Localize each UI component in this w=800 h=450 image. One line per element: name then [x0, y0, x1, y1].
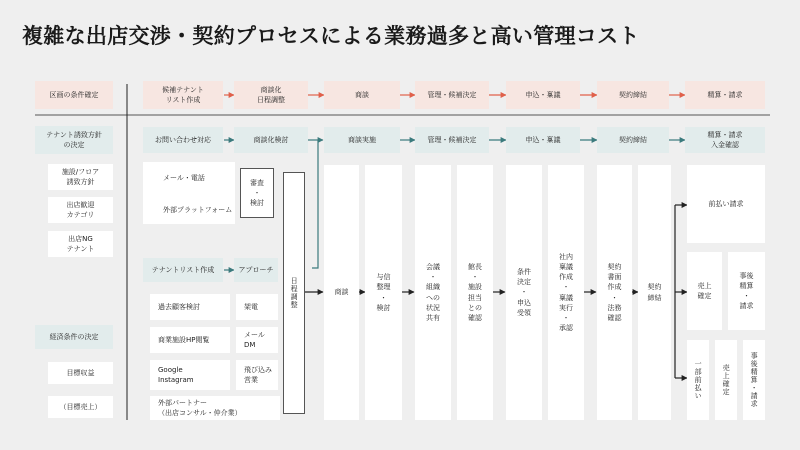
top-step-5: 申込・稟議	[506, 81, 580, 109]
settle-v-confirm: 売上確定	[715, 340, 737, 420]
col-credit: 与信 整理 ・ 検討	[365, 165, 402, 420]
channel-facility-hp: 商業施設HP閲覧	[150, 327, 230, 353]
approach-box: アプローチ	[234, 258, 278, 282]
stage-header-7: 精算・請求 入金確認	[685, 127, 765, 153]
econ-condition-box: 経済条件の決定	[35, 325, 113, 349]
col-meeting: 商談	[324, 165, 359, 420]
tenant-policy-box: テナント誘致方針 の決定	[35, 126, 113, 154]
method-mail-dm: メール DM	[236, 327, 278, 353]
top-step-7: 精算・請求	[685, 81, 765, 109]
col-approval: 社内 稟議 作成 ・ 稟議 実行 ・ 承認	[548, 165, 584, 420]
top-step-3: 商談	[324, 81, 400, 109]
tenant-item-3: 出店NG テナント	[48, 231, 113, 257]
col-share: 会議 ・ 組織 への 状況 共有	[415, 165, 451, 420]
inquiry-platform: 外部プラットフォーム	[155, 200, 235, 220]
settle-confirm: 売上 確定	[687, 252, 722, 330]
col-contract-sign: 契約 締結	[638, 165, 671, 420]
stage-header-6: 契約締結	[597, 127, 669, 153]
tenant-list-box: テナントリスト作成	[143, 258, 223, 282]
stage-header-2: 商談化検討	[234, 127, 308, 153]
zone-condition-box: 区画の条件確定	[35, 81, 113, 109]
stage-header-5: 申込・稟議	[506, 127, 580, 153]
stage-header-4: 管理・候補決定	[415, 127, 489, 153]
review-box: 審査 ・ 検討	[240, 168, 274, 218]
method-walkin: 飛び込み 営業	[236, 360, 278, 390]
channel-google-instagram: Google Instagram	[150, 360, 230, 390]
top-step-4: 管理・候補決定	[415, 81, 489, 109]
settle-post: 事後 精算 ・ 請求	[728, 252, 765, 330]
stage-header-3: 商談実施	[324, 127, 400, 153]
econ-item-2: （目標売上）	[48, 396, 113, 418]
econ-item-1: 目標収益	[48, 362, 113, 384]
tenant-item-2: 出店歓迎 カテゴリ	[48, 197, 113, 223]
top-step-2: 商談化 日程調整	[234, 81, 308, 109]
inquiry-mail-phone: メール・電話	[155, 168, 235, 188]
channel-past-customers: 過去顧客検討	[150, 294, 230, 320]
schedule-adjust-box: 日程調整	[283, 172, 305, 414]
settle-prepay: 前払い請求	[687, 165, 765, 243]
col-manager-check: 館長 ・ 施設 担当 との 確認	[457, 165, 493, 420]
page-title: 複雑な出店交渉・契約プロセスによる業務過多と高い管理コスト	[22, 24, 640, 48]
method-call: 架電	[236, 294, 278, 320]
channel-partner: 外部パートナー （出店コンサル・仲介業）	[150, 396, 280, 420]
settle-v-prepay: 一部前払い	[687, 340, 709, 420]
col-conditions: 条件 決定 ・ 申込 受領	[506, 165, 542, 420]
stage-header-1: お問い合わせ対応	[143, 127, 223, 153]
top-step-6: 契約締結	[597, 81, 669, 109]
tenant-item-1: 施設/フロア 誘致方針	[48, 164, 113, 190]
top-step-1: 候補テナント リスト作成	[143, 81, 223, 109]
col-contract-doc: 契約 書面 作成 ・ 法務 確認	[597, 165, 632, 420]
settle-v-post: 事後精算・請求	[743, 340, 765, 420]
